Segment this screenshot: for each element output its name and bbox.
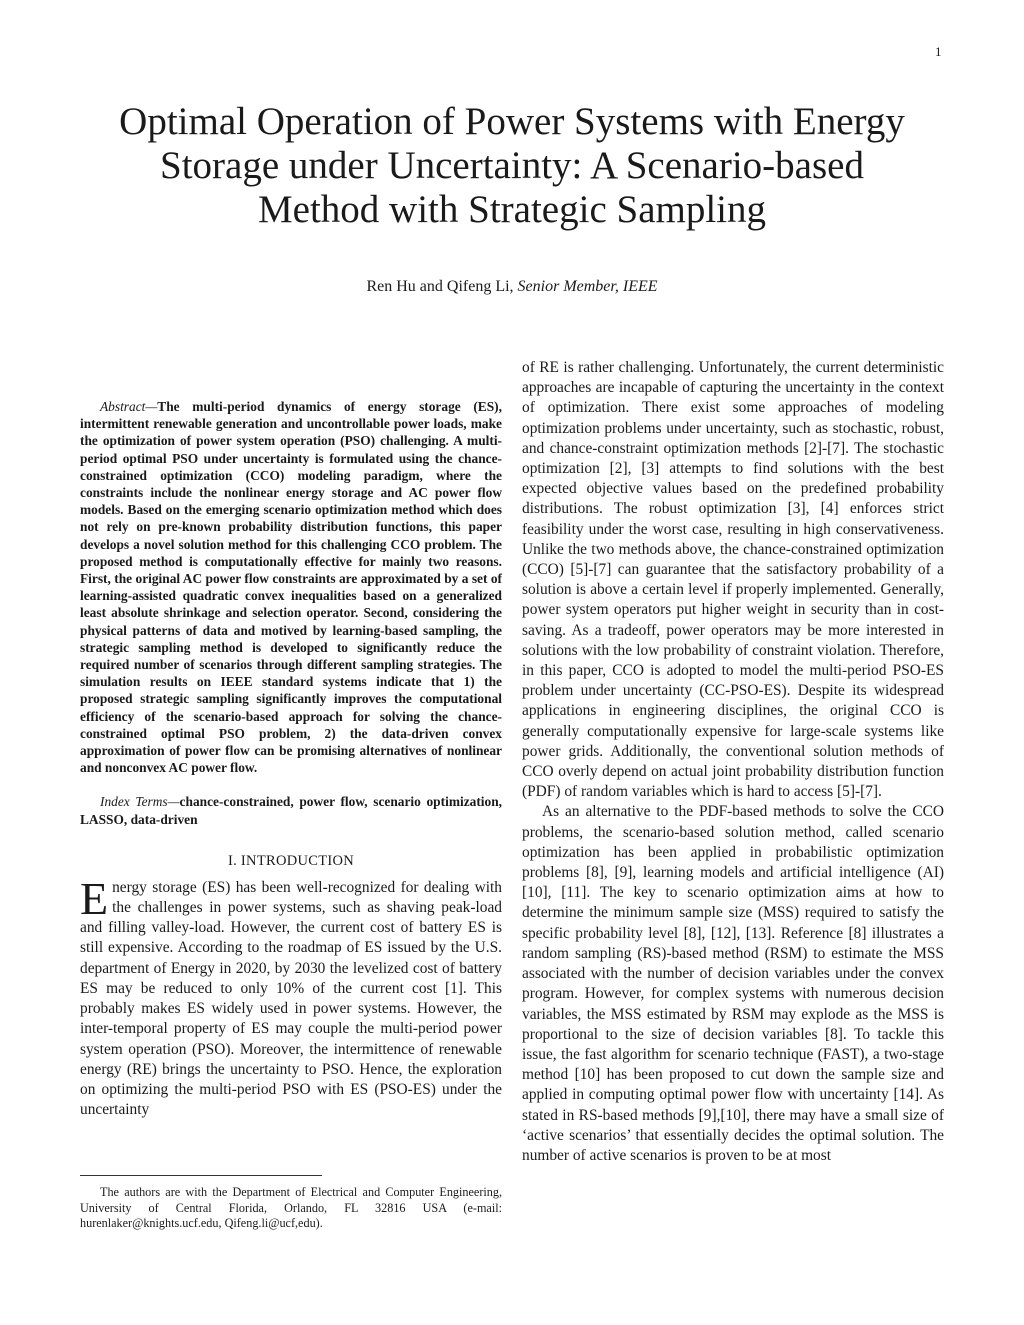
right-paragraph-1: of RE is rather challenging. Unfortunately, the current deterministic approaches are incapable of capturing the uncertainty in the context of optimization. There exist some approaches of modeling optimization problems under uncertainty, such as stochastic, robust, and chance-constraint optimization methods [2]-[7]. The stochastic optimization [2], [3] attempts to find solutions with the best expected objective values based on the predefined probability distributions. The robust optimization [3], [4] enforces strict feasibility under the worst case, resulting in high conservativeness. Unlike the two methods above, the chance-constrained optimization (CCO) [5]-[7] can guarantee that the satisfactory probability of a solution is above a certain level if properly implemented. Generally, power system operators put higher weight in security than in cost-saving. As a tradeoff, power operators may be more interested in solutions with the low probability of constraint violation. Therefore, in this paper, CCO is adopted to model the multi-period PSO-ES problem under uncertainty (CC-PSO-ES). Despite its widespread applications in engineering disciplines, the original CCO is generally computationally expensive for large-scale systems like power grids. Additionally, the conventional solution methods of CCO overly depend on actual joint probability distribution function (PDF) of random variables which is hard to access [5]-[7]. bbox=[522, 359, 944, 801]
intro-text: nergy storage (ES) has been well-recognized for dealing with the challenges in power systems, such as shaving peak-load and filling valley-load. However, the current cost of battery ES is still expensive. According to the roadmap of ES issued by the U.S. department of Energy in 2020, by 2030 the levelized cost of battery ES may be reduced to only 10% of the current cost [1]. This probably makes ES widely used in power systems. However, the inter-temporal property of ES may couple the multi-period power system operation (PSO). Moreover, the intermittence of renewable energy (RE) brings the uncertainty to PSO. Hence, the exploration on optimizing the multi-period PSO with ES (PSO-ES) under the uncertainty bbox=[80, 878, 502, 1119]
footnote: The authors are with the Department of Electrical and Computer Engineering, University of Central Florida, Orlando, FL 32816 USA (e-mail: hurenlaker@knights.ucf.edu, Qifeng.li@ucf,edu). bbox=[80, 1185, 502, 1230]
right-paragraph-2: As an alternative to the PDF-based methods to solve the CCO problems, the scenario-based solution method, called scenario optimization has been applied in probabilistic optimization problems [8], [9], learning models and artificial intelligence (AI) [10], [11]. The key to scenario optimization aims at how to determine the minimum sample size (MSS) required to satisfy the specific probability level [8], [12], [13]. Reference [8] illustrates a random sampling (RS)-based method (RSM) to estimate the MSS associated with the number of decision variables under the convex program. However, for complex systems with numerous decision variables, the MSS estimated by RSM may explode as the MSS is proportional to the size of decision variables [8]. To tackle this issue, the fast algorithm for scenario technique (FAST), a two-stage method [10] has been proposed to cut down the sample size and applied in computing optimal power flow with uncertainty [14]. As stated in RS-based methods [9],[10], there may have a small size of ‘active scenarios’ that essentially decides the optimal solution. The number of active scenarios is proven to be at most bbox=[522, 803, 944, 1164]
author-line bbox=[100, 278, 924, 296]
right-column bbox=[522, 358, 944, 1166]
intro-paragraph bbox=[80, 872, 502, 1120]
abstract-lead: Abstract— bbox=[100, 399, 158, 414]
index-terms bbox=[80, 793, 502, 827]
paper-title: Optimal Operation of Power Systems with Energy Storage under Uncertainty: A Scenario-based Method with Strategic Sampling bbox=[119, 100, 905, 231]
left-column bbox=[80, 398, 502, 1120]
index-terms-lead: Index Terms— bbox=[100, 794, 180, 810]
author-role: Senior Member, IEEE bbox=[517, 278, 658, 295]
page-number: 1 bbox=[935, 44, 942, 59]
author-names: Ren Hu and Qifeng Li, bbox=[366, 278, 518, 295]
section-heading: I. INTRODUCTION bbox=[227, 852, 355, 869]
drop-cap: E bbox=[80, 872, 109, 924]
footnote-divider bbox=[80, 1175, 322, 1176]
abstract-body: The multi-period dynamics of energy storage (ES), intermittent renewable generation and uncontrollable power loads, make the optimization of power system operation (PSO) challenging. A multi-period optimal PSO under uncertainty is formulated using the chance-constrained optimization (CCO) modeling paradigm, where the constraints include the nonlinear energy storage and AC power flow models. Based on the emerging scenario optimization method which does not rely on pre-known probability distribution functions, this paper develops a novel solution method for this challenging CCO problem. The proposed method is computationally effective for mainly two reasons. First, the original AC power flow constraints are approximated by a set of learning-assisted quadratic convex inequalities based on a generalized least absolute shrinkage and selection operator. Second, considering the physical patterns of data and motived by learning-based sampling, the strategic sampling method is developed to significantly reduce the required number of scenarios through different sampling strategies. The simulation results on IEEE standard systems indicate that 1) the proposed strategic sampling significantly improves the computational efficiency of the scenario-based approach for solving the chance-constrained optimal PSO problem, 2) the data-driven convex approximation of power flow can be promising alternatives of nonlinear and nonconvex AC power flow. bbox=[80, 399, 502, 776]
abstract bbox=[80, 398, 502, 776]
index-terms-body: chance-constrained, power flow, scenario optimization, LASSO, data-driven bbox=[80, 794, 502, 827]
